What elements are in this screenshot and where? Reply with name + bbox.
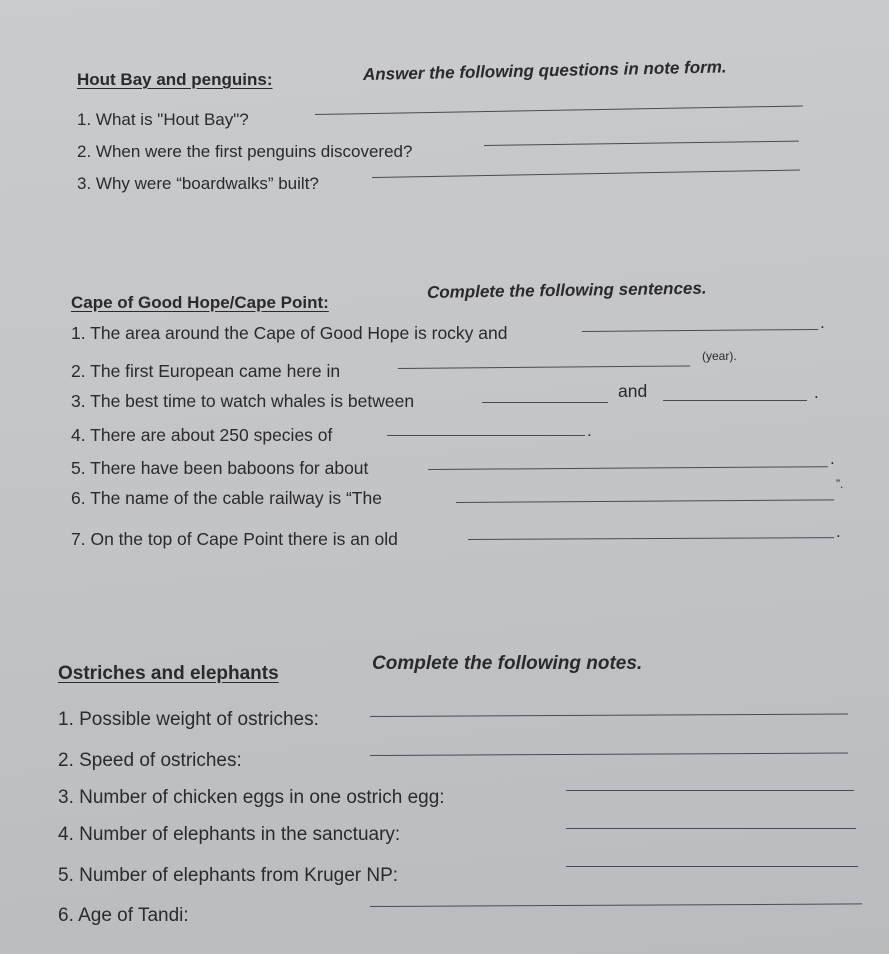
answer-line[interactable] — [566, 828, 856, 829]
year-hint: (year). — [702, 349, 737, 363]
question-boardwalks: 3. Why were “boardwalks” built? — [77, 174, 319, 193]
answer-line[interactable] — [370, 752, 848, 756]
section2-heading: Cape of Good Hope/Cape Point: — [71, 293, 329, 312]
sentence-baboons: 5. There have been baboons for about — [71, 458, 369, 478]
section1-heading: Hout Bay and penguins: — [77, 70, 273, 89]
question-hout-bay: 1. What is "Hout Bay"? — [77, 110, 249, 129]
note-ostrich-weight: 1. Possible weight of ostriches: — [58, 709, 319, 730]
blank-line[interactable] — [387, 435, 585, 436]
sentence-first-european: 2. The first European came here in — [71, 361, 341, 381]
and-word: and — [618, 381, 648, 401]
note-age-tandi: 6. Age of Tandi: — [58, 905, 189, 926]
blank-line[interactable] — [482, 402, 608, 403]
answer-line[interactable] — [370, 903, 862, 907]
sentence-species: 4. There are about 250 species of — [71, 425, 333, 445]
section3-instruction: Complete the following notes. — [372, 653, 643, 674]
blank-line[interactable] — [456, 499, 834, 503]
note-chicken-eggs: 3. Number of chicken eggs in one ostrich egg: — [58, 787, 445, 808]
section3-heading: Ostriches and elephants — [58, 663, 279, 684]
sentence-rocky: 1. The area around the Cape of Good Hope is rocky and — [71, 323, 508, 343]
answer-line[interactable] — [566, 790, 854, 791]
answer-line[interactable] — [372, 170, 800, 178]
sentence-cape-point: 7. On the top of Cape Point there is an old — [71, 529, 398, 549]
sentence-end: . — [587, 421, 592, 440]
question-penguins: 2. When were the first penguins discovered? — [77, 142, 413, 161]
sentence-whales: 3. The best time to watch whales is between — [71, 391, 415, 411]
answer-line[interactable] — [484, 141, 799, 146]
sentence-end: . — [820, 313, 825, 332]
section2-instruction: Complete the following sentences. — [426, 278, 707, 302]
answer-line[interactable] — [315, 105, 803, 115]
sentence-end: ”. — [836, 477, 844, 491]
section1-instruction: Answer the following questions in note form. — [362, 57, 727, 84]
blank-line[interactable] — [428, 466, 828, 470]
sentence-cable-railway: 6. The name of the cable railway is “The — [71, 488, 382, 508]
blank-line[interactable] — [582, 329, 818, 332]
note-ostrich-speed: 2. Speed of ostriches: — [58, 750, 242, 771]
blank-line[interactable] — [663, 400, 807, 401]
answer-line[interactable] — [566, 866, 858, 867]
sentence-end: . — [814, 383, 819, 402]
note-elephants-sanctuary: 4. Number of elephants in the sanctuary: — [58, 824, 401, 845]
sentence-end: . — [836, 522, 841, 541]
answer-line[interactable] — [370, 713, 848, 717]
blank-line[interactable] — [398, 365, 690, 369]
sentence-end: . — [830, 449, 835, 468]
blank-line[interactable] — [468, 537, 834, 540]
note-elephants-kruger: 5. Number of elephants from Kruger NP: — [58, 865, 399, 886]
